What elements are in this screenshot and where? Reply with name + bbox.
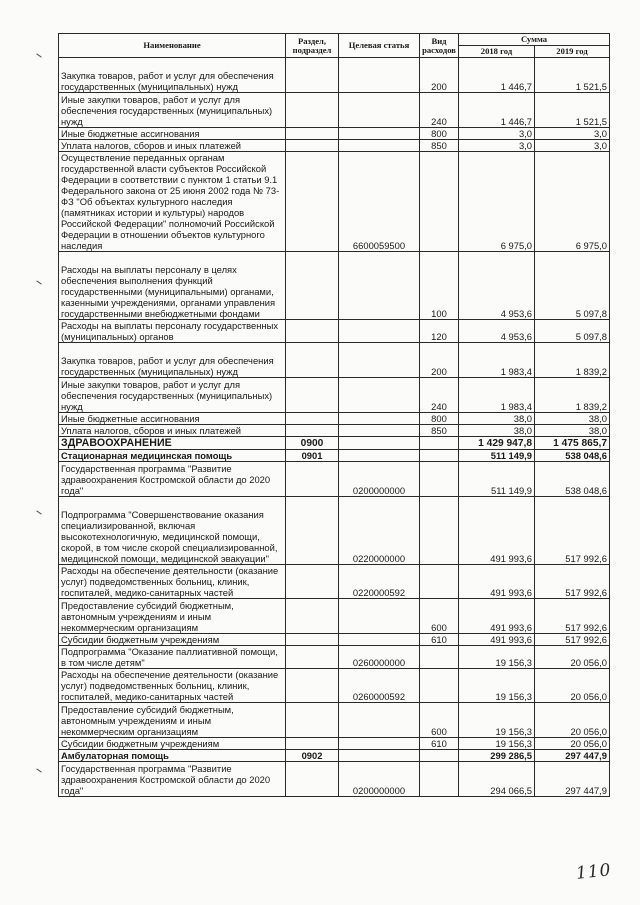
row-type (420, 437, 459, 450)
row-name: Закупка товаров, работ и услуг для обеспечения государственных (муниципальных) нужд (59, 343, 286, 378)
row-sum-2018: 1 446,7 (459, 58, 535, 93)
row-sum-2018: 299 286,5 (459, 750, 535, 762)
row-type (420, 646, 459, 669)
row-target (339, 128, 420, 140)
table-row (59, 646, 610, 669)
row-sum-2019: 538 048,6 (535, 462, 610, 497)
row-sum-2019: 20 056,0 (535, 669, 610, 703)
row-name: Уплата налогов, сборов и иных платежей (59, 140, 286, 152)
row-sum-2018: 1 983,4 (459, 343, 535, 378)
row-type: 200 (420, 58, 459, 93)
row-target (339, 343, 420, 378)
margin-tick (36, 53, 41, 57)
row-type: 100 (420, 252, 459, 320)
row-type (420, 497, 459, 565)
budget-table (58, 33, 610, 797)
row-target (339, 252, 420, 320)
row-sum-2018: 38,0 (459, 413, 535, 425)
row-sum-2019: 3,0 (535, 128, 610, 140)
row-type: 120 (420, 320, 459, 343)
header-section: Раздел, подраздел (286, 34, 339, 58)
row-section (286, 565, 339, 599)
table-row (59, 320, 610, 343)
row-target: 0220000000 (339, 497, 420, 565)
row-name: Расходы на выплаты персоналу государственных (муниципальных) органов (59, 320, 286, 343)
row-sum-2019: 517 992,6 (535, 565, 610, 599)
row-section (286, 93, 339, 128)
row-type: 800 (420, 413, 459, 425)
row-sum-2019: 517 992,6 (535, 497, 610, 565)
row-section: 0900 (286, 437, 339, 450)
row-name: Амбулаторная помощь (59, 750, 286, 762)
row-target: 6600059500 (339, 152, 420, 252)
row-type: 610 (420, 634, 459, 646)
row-sum-2018: 491 993,6 (459, 565, 535, 599)
row-name: Иные закупки товаров, работ и услуг для обеспечения государственных (муниципальных) нужд (59, 93, 286, 128)
table-row (59, 425, 610, 437)
row-name: Предоставление субсидий бюджетным, автономным учреждениям и иным некоммерческим организациям (59, 599, 286, 634)
row-section (286, 634, 339, 646)
row-target (339, 634, 420, 646)
row-sum-2019: 20 056,0 (535, 738, 610, 750)
row-type: 600 (420, 703, 459, 738)
row-section (286, 738, 339, 750)
margin-tick (36, 768, 41, 772)
row-sum-2018: 38,0 (459, 425, 535, 437)
row-target (339, 450, 420, 462)
row-target (339, 437, 420, 450)
row-type: 850 (420, 140, 459, 152)
row-section (286, 703, 339, 738)
row-section (286, 343, 339, 378)
row-name: Закупка товаров, работ и услуг для обеспечения государственных (муниципальных) нужд (59, 58, 286, 93)
row-sum-2019: 1 521,5 (535, 58, 610, 93)
row-sum-2019: 1 521,5 (535, 93, 610, 128)
row-sum-2019: 1 839,2 (535, 378, 610, 413)
header-year-2019: 2019 год (535, 46, 610, 58)
row-sum-2018: 491 993,6 (459, 599, 535, 634)
row-name: ЗДРАВООХРАНЕНИЕ (59, 437, 286, 450)
row-section (286, 58, 339, 93)
row-section: 0902 (286, 750, 339, 762)
row-sum-2019: 1 475 865,7 (535, 437, 610, 450)
row-type: 610 (420, 738, 459, 750)
row-section (286, 320, 339, 343)
row-sum-2019: 5 097,8 (535, 320, 610, 343)
row-sum-2019: 538 048,6 (535, 450, 610, 462)
row-sum-2019: 6 975,0 (535, 152, 610, 252)
row-section (286, 152, 339, 252)
row-sum-2018: 4 953,6 (459, 320, 535, 343)
row-name: Стационарная медицинская помощь (59, 450, 286, 462)
table-row (59, 738, 610, 750)
row-sum-2018: 4 953,6 (459, 252, 535, 320)
table-row (59, 669, 610, 703)
table-row (59, 634, 610, 646)
row-name: Предоставление субсидий бюджетным, автономным учреждениям и иным некоммерческим организациям (59, 703, 286, 738)
row-type (420, 450, 459, 462)
row-section (286, 497, 339, 565)
row-type: 600 (420, 599, 459, 634)
row-sum-2018: 19 156,3 (459, 646, 535, 669)
row-name: Уплата налогов, сборов и иных платежей (59, 425, 286, 437)
table-body (59, 58, 610, 797)
row-section (286, 762, 339, 797)
row-sum-2018: 19 156,3 (459, 669, 535, 703)
header-name: Наименование (59, 34, 286, 58)
table-row (59, 462, 610, 497)
row-type: 800 (420, 128, 459, 140)
row-sum-2019: 3,0 (535, 140, 610, 152)
row-sum-2019: 20 056,0 (535, 703, 610, 738)
row-sum-2019: 1 839,2 (535, 343, 610, 378)
row-sum-2019: 5 097,8 (535, 252, 610, 320)
row-name: Расходы на выплаты персоналу в целях обеспечения выполнения функций государственными (муниципальными) органами, казенными учреждениями, органами управления государственными внебюджетными фондами (59, 252, 286, 320)
row-sum-2018: 491 993,6 (459, 634, 535, 646)
row-name: Иные бюджетные ассигнования (59, 128, 286, 140)
row-name: Государственная программа "Развитие здравоохранения Костромской области до 2020 года" (59, 762, 286, 797)
row-target: 0260000000 (339, 646, 420, 669)
table-row (59, 128, 610, 140)
handwritten-page-number: 110 (575, 860, 613, 884)
row-name: Расходы на обеспечение деятельности (оказание услуг) подведомственных больниц, клиник, госпиталей, медико-санитарных частей (59, 669, 286, 703)
table-row (59, 152, 610, 252)
row-sum-2019: 20 056,0 (535, 646, 610, 669)
row-target (339, 378, 420, 413)
row-name: Субсидии бюджетным учреждениям (59, 634, 286, 646)
table-row (59, 378, 610, 413)
row-sum-2018: 3,0 (459, 140, 535, 152)
header-target: Целевая статья (339, 34, 420, 58)
table-row (59, 437, 610, 450)
table-row (59, 343, 610, 378)
row-name: Субсидии бюджетным учреждениям (59, 738, 286, 750)
row-sum-2018: 491 993,6 (459, 497, 535, 565)
row-section (286, 413, 339, 425)
row-sum-2018: 3,0 (459, 128, 535, 140)
header-year-2018: 2018 год (459, 46, 535, 58)
row-name: Осуществление переданных органам государственной власти субъектов Российской Федерации в соответствии с пунктом 1 статьи 9.1 Федерального закона от 25 июня 2002 года № 73-ФЗ "Об объектах культурного наследия (памятниках истории и культуры) народов Российской Федерации" полномочий Российской Федерации в отношении объектов культурного наследия (59, 152, 286, 252)
row-name: Государственная программа "Развитие здравоохранения Костромской области до 2020 года" (59, 462, 286, 497)
row-sum-2018: 1 446,7 (459, 93, 535, 128)
table-row (59, 750, 610, 762)
row-target (339, 599, 420, 634)
row-section: 0901 (286, 450, 339, 462)
row-target: 0260000592 (339, 669, 420, 703)
row-target (339, 320, 420, 343)
row-type (420, 565, 459, 599)
row-section (286, 425, 339, 437)
row-target (339, 750, 420, 762)
row-name: Подпрограмма "Совершенствование оказания специализированной, включая высокотехнологичную, медицинской помощи, скорой, в том числе скорой специализированной, медицинской помощи, медицинской эвакуации" (59, 497, 286, 565)
table-row (59, 413, 610, 425)
row-section (286, 669, 339, 703)
row-name: Иные закупки товаров, работ и услуг для обеспечения государственных (муниципальных) нужд (59, 378, 286, 413)
row-sum-2018: 511 149,9 (459, 450, 535, 462)
row-target (339, 58, 420, 93)
row-sum-2019: 517 992,6 (535, 634, 610, 646)
row-section (286, 378, 339, 413)
row-target: 0220000592 (339, 565, 420, 599)
row-sum-2018: 6 975,0 (459, 152, 535, 252)
table-row (59, 93, 610, 128)
row-sum-2019: 297 447,9 (535, 762, 610, 797)
table-row (59, 703, 610, 738)
table-row (59, 58, 610, 93)
row-sum-2018: 511 149,9 (459, 462, 535, 497)
table-row (59, 497, 610, 565)
row-section (286, 599, 339, 634)
row-sum-2018: 1 983,4 (459, 378, 535, 413)
table-row (59, 565, 610, 599)
row-type (420, 462, 459, 497)
row-sum-2019: 517 992,6 (535, 599, 610, 634)
table-row (59, 762, 610, 797)
row-section (286, 128, 339, 140)
row-type: 240 (420, 378, 459, 413)
table-row (59, 450, 610, 462)
row-name: Расходы на обеспечение деятельности (оказание услуг) подведомственных больниц, клиник, госпиталей, медико-санитарных частей (59, 565, 286, 599)
row-sum-2019: 38,0 (535, 425, 610, 437)
row-type: 240 (420, 93, 459, 128)
row-target: 0200000000 (339, 762, 420, 797)
header-sum: Сумма (459, 34, 610, 46)
row-sum-2018: 1 429 947,8 (459, 437, 535, 450)
row-target (339, 703, 420, 738)
row-target (339, 413, 420, 425)
margin-tick (36, 510, 41, 514)
row-type (420, 750, 459, 762)
table-row (59, 252, 610, 320)
row-target: 0200000000 (339, 462, 420, 497)
row-type: 200 (420, 343, 459, 378)
row-name: Иные бюджетные ассигнования (59, 413, 286, 425)
row-sum-2019: 38,0 (535, 413, 610, 425)
row-target (339, 425, 420, 437)
row-target (339, 738, 420, 750)
row-section (286, 462, 339, 497)
table-row (59, 599, 610, 634)
row-sum-2018: 294 066,5 (459, 762, 535, 797)
row-section (286, 252, 339, 320)
row-sum-2018: 19 156,3 (459, 738, 535, 750)
row-name: Подпрограмма "Оказание паллиативной помощи, в том числе детям" (59, 646, 286, 669)
row-target (339, 93, 420, 128)
row-type (420, 152, 459, 252)
row-section (286, 646, 339, 669)
row-sum-2018: 19 156,3 (459, 703, 535, 738)
header-type: Вид расходов (420, 34, 459, 58)
row-type: 850 (420, 425, 459, 437)
row-type (420, 669, 459, 703)
row-type (420, 762, 459, 797)
table-row (59, 140, 610, 152)
row-target (339, 140, 420, 152)
row-sum-2019: 297 447,9 (535, 750, 610, 762)
row-section (286, 140, 339, 152)
margin-tick (36, 280, 41, 284)
